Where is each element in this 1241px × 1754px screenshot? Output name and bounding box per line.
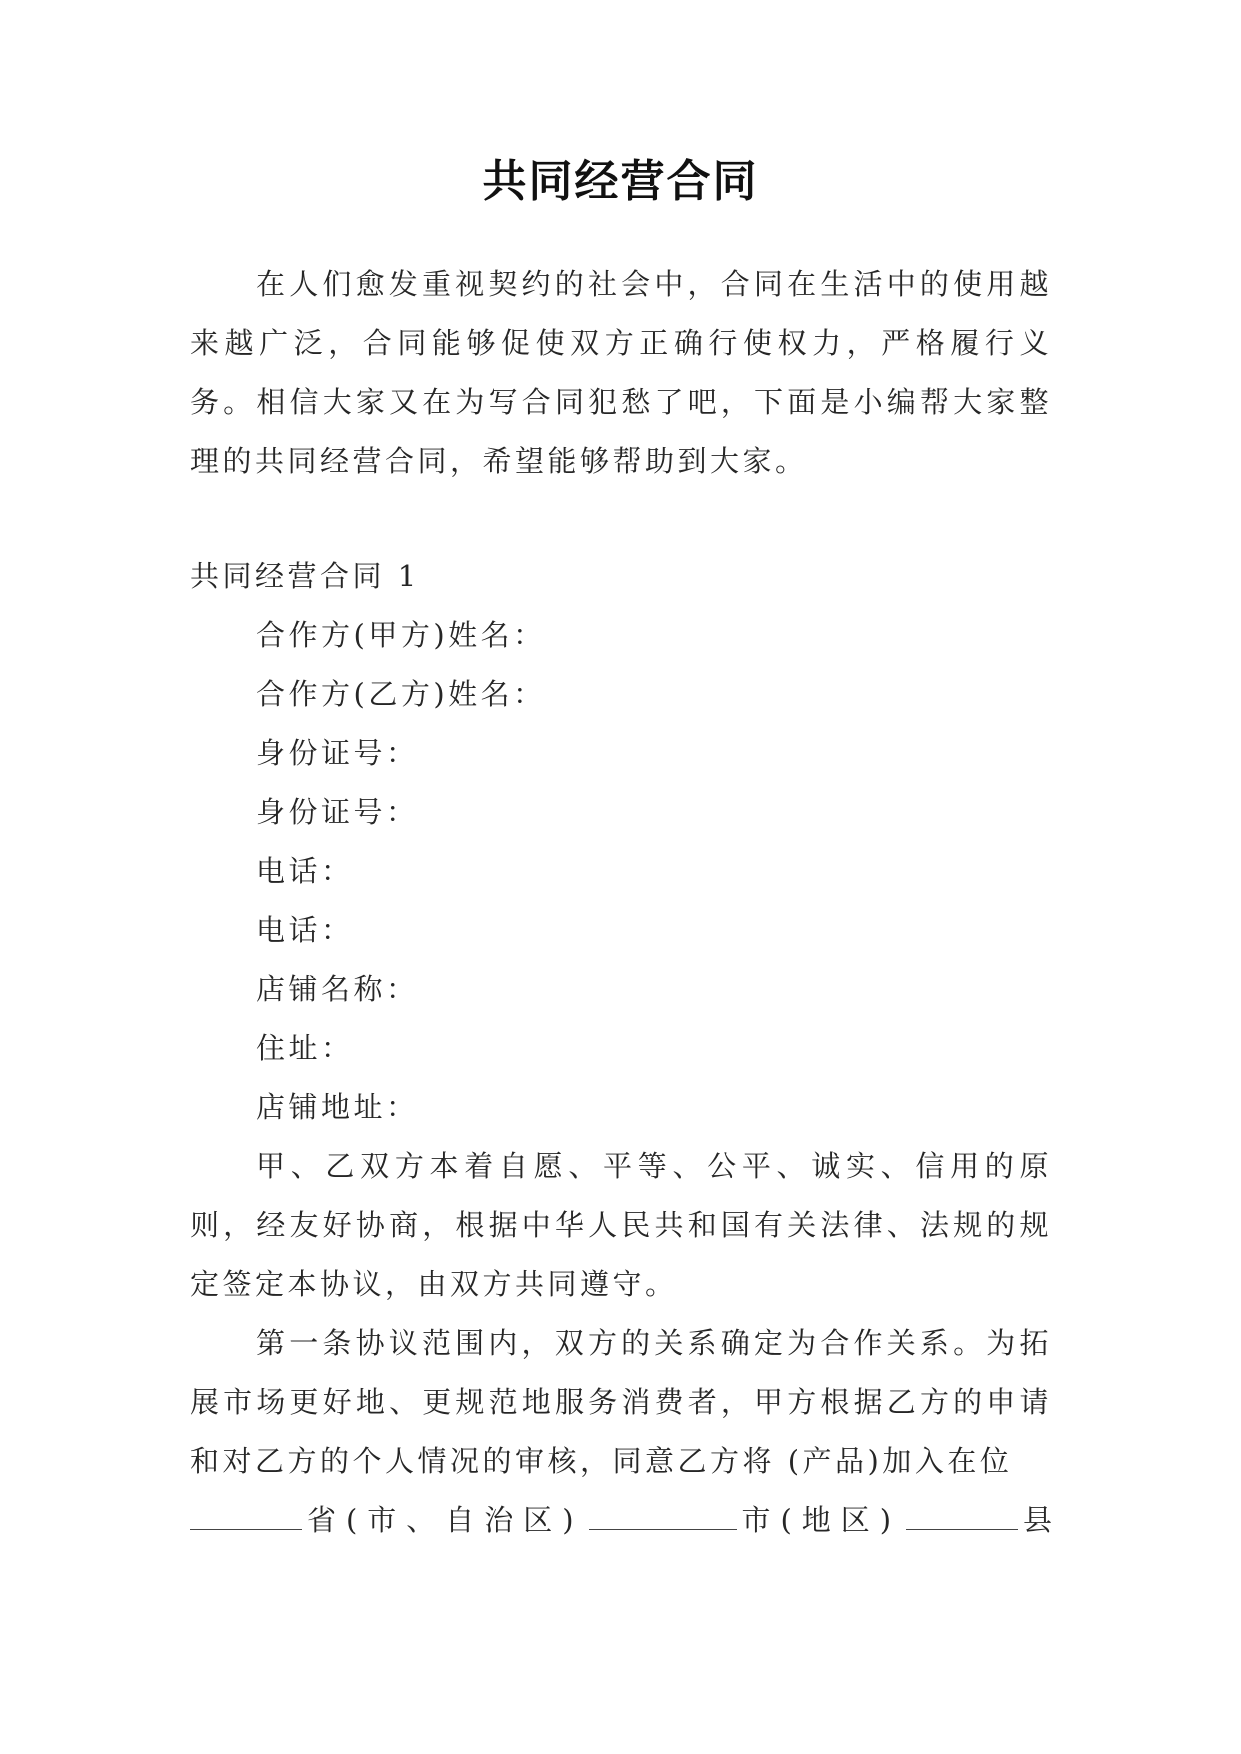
city-label: 市(地区) [741,1503,902,1537]
field-party-a-name: 合作方(甲方)姓名： [256,618,546,652]
field-address: 住址： [256,1031,354,1065]
province-label: 省(市、自治区) [306,1503,584,1537]
province-blank [190,1499,302,1530]
field-party-b-name: 合作方(乙方)姓名： [256,677,546,711]
city-blank [589,1499,737,1530]
principle-paragraph: 甲、乙双方本着自愿、平等、公平、诚实、信用的原则，经友好协商，根据中华人民共和国有关法律、法规的规定签定本协议，由双方共同遵守。 [190,1149,1052,1301]
county-label: 县 [1022,1503,1052,1537]
field-phone-a: 电话： [256,854,354,888]
document-body [190,255,1052,1550]
field-shop-address: 店铺地址： [256,1090,419,1124]
section-heading: 共同经营合同 1 [190,559,420,593]
address-blank-line [190,1491,1052,1550]
field-shop-name: 店铺名称： [256,972,419,1006]
intro-paragraph: 在人们愈发重视契约的社会中，合同在生活中的使用越来越广泛，合同能够促使双方正确行使权力，严格履行义务。相信大家又在为写合同犯愁了吧，下面是小编帮大家整理的共同经营合同，希望能够帮助到大家。 [190,267,1052,478]
county-blank [906,1499,1018,1530]
document-title: 共同经营合同 [482,156,759,207]
field-phone-b: 电话： [256,913,354,947]
article-1-paragraph: 第一条协议范围内，双方的关系确定为合作关系。为拓展市场更好地、更规范地服务消费者，甲方根据乙方的申请和对乙方的个人情况的审核，同意乙方将 (产品)加入在位 [190,1326,1052,1478]
field-id-number-b: 身份证号： [256,795,419,829]
spacer [190,491,1052,547]
field-id-number-a: 身份证号： [256,736,419,770]
